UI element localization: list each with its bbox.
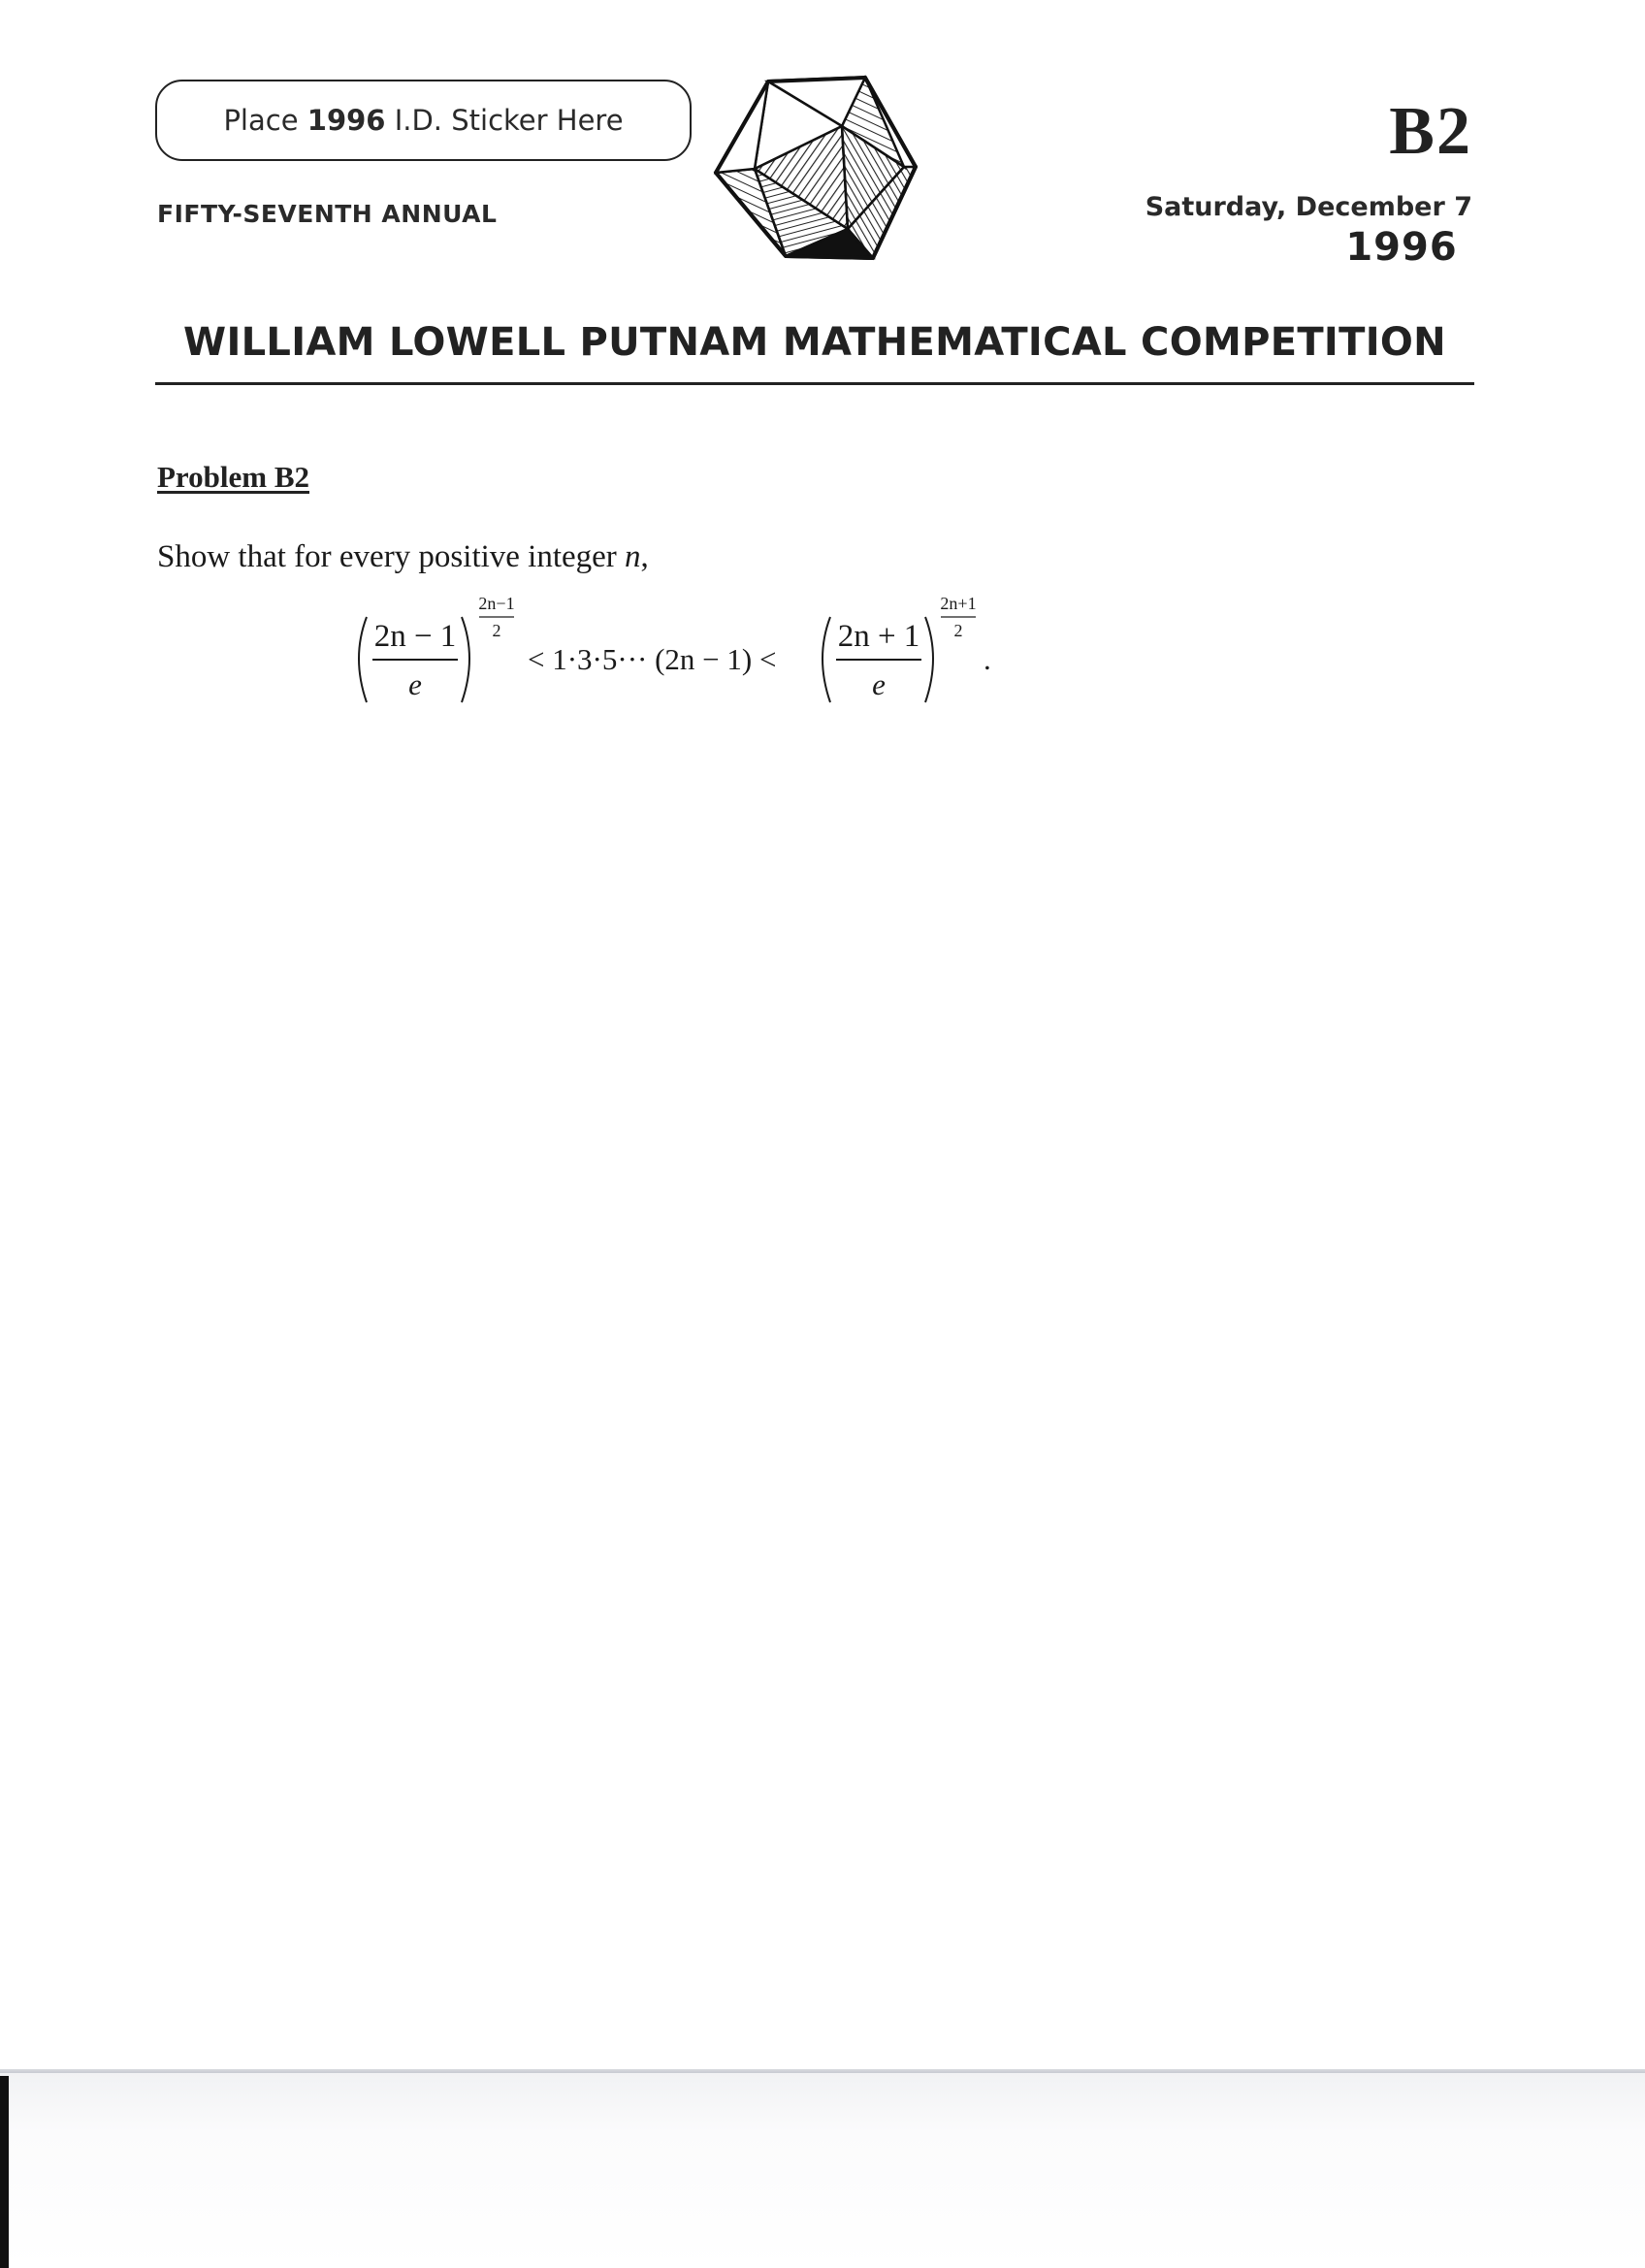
inequality-formula bbox=[349, 590, 1009, 716]
middle-expression: < 1·3·5··· (2n − 1) < bbox=[528, 642, 777, 676]
statement-prefix: Show that for every positive integer bbox=[157, 539, 626, 574]
exam-date: Saturday, December 7 bbox=[1145, 192, 1472, 222]
right-paren-close bbox=[925, 617, 933, 702]
title-divider bbox=[155, 382, 1474, 385]
right-exp-numerator: 2n+1 bbox=[940, 594, 977, 613]
statement-variable: n bbox=[625, 539, 641, 574]
competition-title: WILLIAM LOWELL PUTNAM MATHEMATICAL COMPETITION bbox=[183, 320, 1446, 365]
formula-terminator: . bbox=[984, 642, 991, 676]
left-paren-close bbox=[462, 617, 469, 702]
right-exp-denominator: 2 bbox=[953, 621, 963, 640]
sticker-suffix: I.D. Sticker Here bbox=[385, 104, 624, 137]
page-fold-shadow bbox=[0, 2073, 1645, 2268]
problem-heading: Problem B2 bbox=[157, 460, 309, 494]
annual-label: FIFTY-SEVENTH ANNUAL bbox=[157, 200, 498, 228]
session-code: B2 bbox=[1389, 94, 1472, 169]
exam-year: 1996 bbox=[1345, 225, 1458, 270]
right-numerator: 2n + 1 bbox=[837, 619, 920, 654]
right-denominator: e bbox=[872, 667, 886, 701]
id-sticker-box bbox=[155, 80, 692, 161]
sticker-prefix: Place bbox=[223, 104, 307, 137]
scan-edge bbox=[0, 2076, 9, 2268]
left-numerator: 2n − 1 bbox=[373, 619, 457, 654]
left-exp-numerator: 2n−1 bbox=[478, 594, 515, 613]
left-exp-denominator: 2 bbox=[492, 621, 501, 640]
left-denominator: e bbox=[408, 667, 422, 701]
left-paren-open bbox=[359, 617, 367, 702]
icosahedron-logo-icon bbox=[710, 74, 919, 264]
right-paren-open bbox=[822, 617, 830, 702]
problem-statement bbox=[157, 539, 649, 575]
statement-suffix: , bbox=[640, 539, 649, 574]
sticker-year: 1996 bbox=[306, 104, 386, 137]
